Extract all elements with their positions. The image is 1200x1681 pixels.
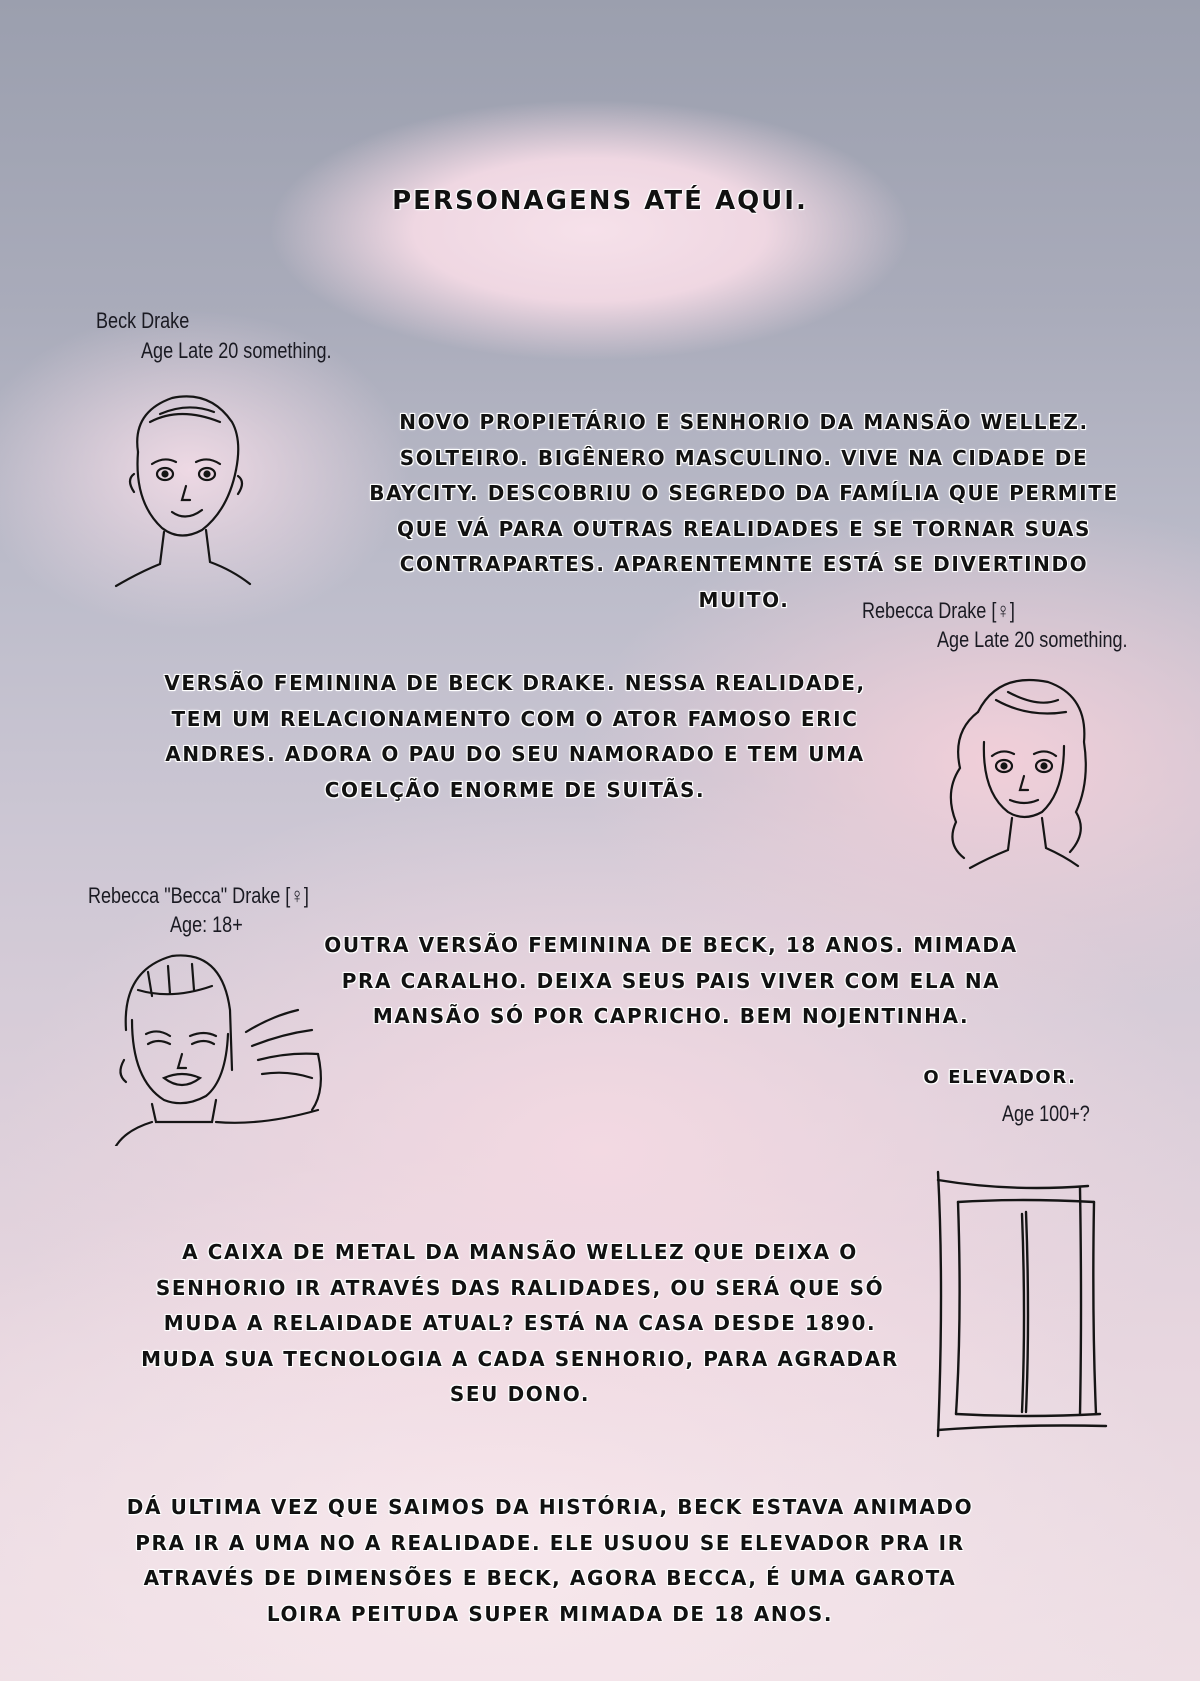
character-age-elevator: Age 100+? [1002,1101,1090,1126]
beck-portrait-sketch [110,392,260,592]
character-age-rebecca: Age Late 20 something. [937,627,1128,652]
character-description-elevator: A CAIXA DE METAL DA MANSÃO WELLEZ QUE DEIXA O SENHORIO IR ATRAVÉS DAS RALIDADES, OU SERÁ QUE SÓ MUDA A RELAIDADE ATUAL? ESTÁ NA CASA DESDE 1890. MUDA SUA TECNOLOGIA A CADA SENHORIO, PARA AGRADAR SEU DONO. [141,1240,899,1406]
rebecca-portrait-sketch [938,672,1098,872]
character-age-beck: Age Late 20 something. [141,338,332,363]
character-age-becca: Age: 18+ [170,912,243,937]
character-description-rebecca: VERSÃO FEMININA DE BECK DRAKE. NESSA REALIDADE, TEM UM RELACIONAMENTO COM O ATOR FAMOSO ERIC ANDRES. ADORA O PAU DO SEU NAMORADO E TEM UMA COELÇÃO ENORME DE SUITÃS. [164,671,866,802]
story-recap: DÁ ULTIMA VEZ QUE SAIMOS DA HISTÓRIA, BECK ESTAVA ANIMADO PRA IR A UMA NO A REALIDADE. ELE USUOU SE ELEVADOR PRA IR ATRAVÉS DE DIMENSÕES E BECK, AGORA BECCA, É UMA GAROTA LOIRA PEITUDA SUPER MIMADA DE 18 ANOS. [126,1495,974,1626]
character-name-beck: Beck Drake [96,308,190,333]
elevator-sketch [930,1168,1110,1438]
character-name-rebecca: Rebecca Drake [♀] [862,598,1015,623]
character-name-elevator: O ELEVADOR. [923,1067,1077,1088]
character-description-becca: OUTRA VERSÃO FEMININA DE BECK, 18 ANOS. MIMADA PRA CARALHO. DEIXA SEUS PAIS VIVER COM ELA NA MANSÃO SÓ POR CAPRICHO. BEM NOJENTINHA. [324,933,1018,1028]
character-name-becca: Rebecca "Becca" Drake [♀] [88,883,309,908]
page-heading: PERSONAGENS ATÉ AQUI. [392,186,808,216]
character-description-beck: NOVO PROPIETÁRIO E SENHORIO DA MANSÃO WELLEZ. SOLTEIRO. BIGÊNERO MASCULINO. VIVE NA CIDADE DE BAYCITY. DESCOBRIU O SEGREDO DA FAMÍLIA QUE PERMITE QUE VÁ PARA OUTRAS REALIDADES E SE TORNAR SUAS CONTRAPARTES. APARENTEMNTE ESTÁ SE DIVERTINDO MUITO. [369,410,1119,612]
